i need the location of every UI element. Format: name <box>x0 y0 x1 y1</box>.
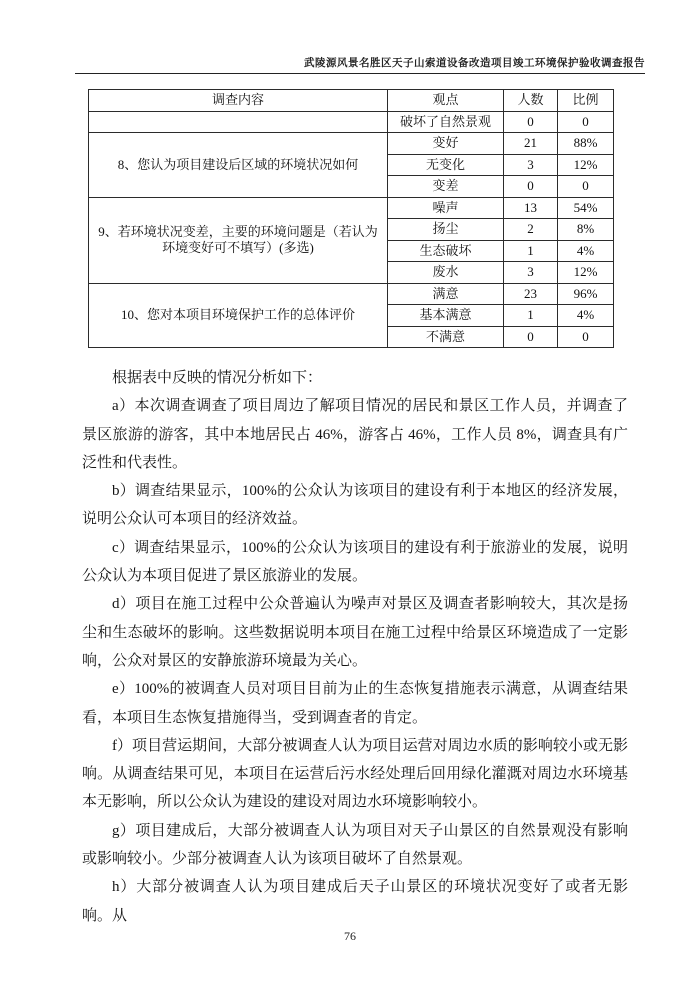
count-cell: 13 <box>504 197 558 219</box>
column-header-content: 调查内容 <box>89 90 388 112</box>
question-cell: 9、若环境状况变差，主要的环境问题是（若认为环境变好可不填写）(多选) <box>89 197 388 283</box>
survey-table-body <box>89 111 614 348</box>
count-cell: 21 <box>504 133 558 155</box>
running-header-title: 武陵源风景名胜区天子山索道设备改造项目竣工环境保护验收调查报告 <box>304 58 645 69</box>
table-row <box>89 111 614 133</box>
count-cell: 2 <box>504 219 558 241</box>
analysis-paragraphs <box>82 364 628 930</box>
count-cell: 3 <box>504 262 558 284</box>
ratio-cell: 12% <box>558 154 614 176</box>
opinion-cell: 变好 <box>388 133 504 155</box>
count-cell: 0 <box>504 326 558 348</box>
opinion-cell: 废水 <box>388 262 504 284</box>
opinion-cell: 变差 <box>388 176 504 198</box>
ratio-cell: 0 <box>558 326 614 348</box>
analysis-paragraph: c）调查结果显示，100%的公众认为该项目的建设有利于旅游业的发展，说明公众认为本项目促进了景区旅游业的发展。 <box>82 539 628 585</box>
table-row <box>89 283 614 305</box>
column-header-opinion: 观点 <box>388 90 504 112</box>
page-number: 76 <box>344 929 356 943</box>
opinion-cell: 扬尘 <box>388 219 504 241</box>
table-row <box>89 133 614 155</box>
count-cell: 23 <box>504 283 558 305</box>
count-cell: 1 <box>504 305 558 327</box>
analysis-paragraph: b）调查结果显示，100%的公众认为该项目的建设有利于本地区的经济发展，说明公众认可本项目的经济效益。 <box>82 483 628 528</box>
opinion-cell: 基本满意 <box>388 305 504 327</box>
ratio-cell: 12% <box>558 262 614 284</box>
survey-results-table <box>88 89 614 348</box>
analysis-section <box>82 364 628 930</box>
analysis-paragraph: h）大部分被调查人认为项目建成后天子山景区的环境状况变好了或者无影响。从 <box>82 879 628 924</box>
opinion-cell: 无变化 <box>388 154 504 176</box>
question-cell <box>89 111 388 133</box>
analysis-paragraph: e）100%的被调查人员对项目目前为止的生态恢复措施表示满意，从调查结果看，本项目生态恢复措施得当，受到调查者的肯定。 <box>82 681 628 726</box>
analysis-paragraph: a）本次调查调查了项目周边了解项目情况的居民和景区工作人员，并调查了景区旅游的游客，其中本地居民占 46%，游客占 46%，工作人员 8%，调查具有广泛性和代表性。 <box>82 398 628 471</box>
opinion-cell: 不满意 <box>388 326 504 348</box>
ratio-cell: 88% <box>558 133 614 155</box>
analysis-paragraph: g）项目建成后，大部分被调查人认为项目对天子山景区的自然景观没有影响或影响较小。少部分被调查人认为该项目破坏了自然景观。 <box>82 822 628 868</box>
ratio-cell: 8% <box>558 219 614 241</box>
analysis-paragraph: f）项目营运期间，大部分被调查人认为项目运营对周边水质的影响较小或无影响。从调查结果可见，本项目在运营后污水经处理后回用绿化灌溉对周边水环境基本无影响，所以公众认为建设的建设对周边水环境影响较小。 <box>82 737 628 811</box>
question-cell: 10、您对本项目环境保护工作的总体评价 <box>89 283 388 348</box>
opinion-cell: 生态破坏 <box>388 240 504 262</box>
column-header-count: 人数 <box>504 90 558 112</box>
ratio-cell: 54% <box>558 197 614 219</box>
count-cell: 3 <box>504 154 558 176</box>
column-header-ratio: 比例 <box>558 90 614 112</box>
count-cell: 0 <box>504 111 558 133</box>
ratio-cell: 4% <box>558 240 614 262</box>
count-cell: 1 <box>504 240 558 262</box>
ratio-cell: 96% <box>558 283 614 305</box>
ratio-cell: 0 <box>558 111 614 133</box>
analysis-paragraph: d）项目在施工过程中公众普遍认为噪声对景区及调查者影响较大，其次是扬尘和生态破坏的影响。这些数据说明本项目在施工过程中给景区环境造成了一定影响，公众对景区的安静旅游环境最为关心。 <box>82 596 628 669</box>
table-header-row <box>89 90 614 112</box>
header-divider <box>75 73 645 74</box>
ratio-cell: 0 <box>558 176 614 198</box>
opinion-cell: 满意 <box>388 283 504 305</box>
analysis-paragraph: 根据表中反映的情况分析如下： <box>112 370 323 386</box>
count-cell: 0 <box>504 176 558 198</box>
opinion-cell: 噪声 <box>388 197 504 219</box>
ratio-cell: 4% <box>558 305 614 327</box>
table-row <box>89 197 614 219</box>
question-cell: 8、您认为项目建设后区域的环境状况如何 <box>89 133 388 198</box>
opinion-cell: 破坏了自然景观 <box>388 111 504 133</box>
